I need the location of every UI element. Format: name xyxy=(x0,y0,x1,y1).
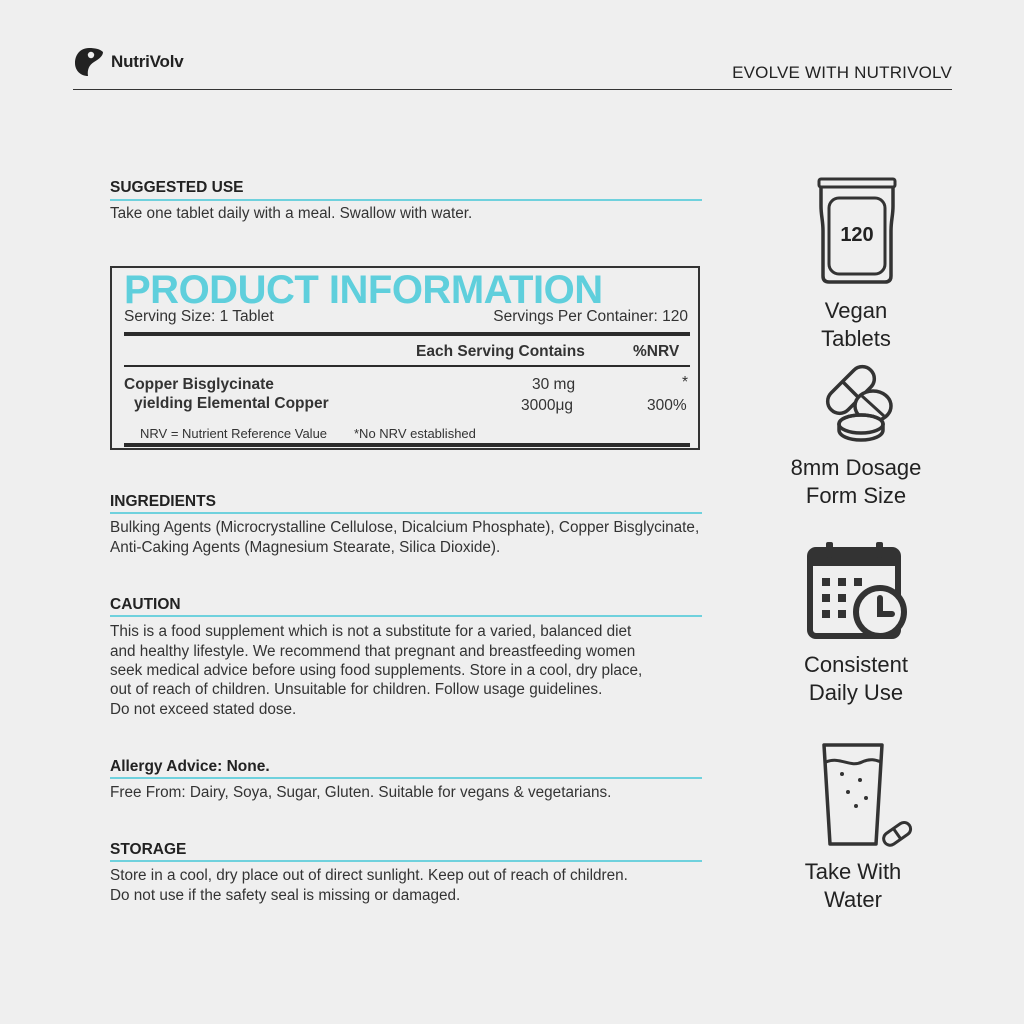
table-header-rule xyxy=(124,365,690,367)
ingredients-line: Bulking Agents (Microcrystalline Cellulose, Dicalcium Phosphate), Copper Bisglycinate, xyxy=(110,519,700,536)
feature-daily-line: Consistent xyxy=(804,652,908,677)
feature-dosage-line: 8mm Dosage xyxy=(790,455,922,480)
product-info-panel xyxy=(110,266,700,450)
capsule-tablets-icon xyxy=(815,358,899,446)
ingredient-nrv: * xyxy=(682,374,689,391)
ingredient-name: yielding Elemental Copper xyxy=(134,395,329,412)
ingredient-amount: 30 mg xyxy=(532,376,576,393)
feature-water-line: Water xyxy=(824,887,882,912)
suggested-use-rule xyxy=(110,199,702,201)
allergy-rule xyxy=(110,777,702,779)
brand-mark-icon xyxy=(73,46,105,78)
tagline: EVOLVE WITH NUTRIVOLV xyxy=(732,63,952,82)
product-info-title: PRODUCT INFORMATION xyxy=(124,268,603,312)
feature-dosage-line: Form Size xyxy=(805,483,907,508)
feature-daily-label xyxy=(756,651,956,707)
serving-size: Serving Size: 1 Tablet xyxy=(124,308,274,325)
feature-dosage-label xyxy=(756,454,956,510)
table-bottom-rule xyxy=(124,443,690,447)
brand-name: NutriVolv xyxy=(111,52,184,71)
allergy-body: Free From: Dairy, Soya, Sugar, Gluten. Suitable for vegans & vegetarians. xyxy=(110,784,612,801)
servings-per-container: Servings Per Container: 120 xyxy=(493,308,688,325)
caution-line: This is a food supplement which is not a substitute for a varied, balanced diet xyxy=(110,623,632,640)
storage-title: STORAGE xyxy=(110,841,187,858)
suggested-use-body: Take one tablet daily with a meal. Swallow with water. xyxy=(110,205,473,222)
feature-vegan-line: Vegan xyxy=(824,298,888,323)
feature-vegan-label xyxy=(756,297,956,353)
ingredients-rule xyxy=(110,512,702,514)
ingredient-nrv: 300% xyxy=(647,397,687,414)
caution-line: out of reach of children. Unsuitable for children. Follow usage guidelines. xyxy=(110,681,603,698)
pouch-count: 120 xyxy=(840,224,874,246)
no-nrv-footnote: *No NRV established xyxy=(354,426,476,441)
header-divider xyxy=(73,89,952,90)
caution-title: CAUTION xyxy=(110,596,181,613)
caution-line: and healthy lifestyle. We recommend that pregnant and breastfeeding women xyxy=(110,643,636,660)
feature-vegan-line: Tablets xyxy=(821,326,891,351)
feature-water-line: Take With xyxy=(804,859,902,884)
caution-line: seek medical advice before using food supplements. Store in a cool, dry place, xyxy=(110,662,643,679)
feature-daily-line: Daily Use xyxy=(808,680,904,705)
allergy-title: Allergy Advice: None. xyxy=(110,758,270,775)
col-nrv: %NRV xyxy=(633,343,680,360)
col-each-serving: Each Serving Contains xyxy=(416,343,585,360)
brand-logo xyxy=(73,46,184,78)
caution-rule xyxy=(110,615,702,617)
storage-line: Do not use if the safety seal is missing or damaged. xyxy=(110,887,461,904)
caution-line: Do not exceed stated dose. xyxy=(110,701,297,718)
water-glass-icon xyxy=(820,742,916,850)
suggested-use-title: SUGGESTED USE xyxy=(110,179,244,196)
ingredient-name: Copper Bisglycinate xyxy=(124,376,274,393)
calendar-clock-icon xyxy=(806,540,910,640)
storage-line: Store in a cool, dry place out of direct sunlight. Keep out of reach of children. xyxy=(110,867,628,884)
storage-rule xyxy=(110,860,702,862)
feature-water-label xyxy=(753,858,953,914)
ingredients-title: INGREDIENTS xyxy=(110,493,216,510)
nrv-footnote: NRV = Nutrient Reference Value xyxy=(140,426,328,441)
ingredient-amount: 3000μg xyxy=(521,397,574,414)
table-top-rule xyxy=(124,332,690,336)
ingredients-line: Anti-Caking Agents (Magnesium Stearate, Silica Dioxide). xyxy=(110,539,501,556)
pouch-icon xyxy=(815,176,899,286)
